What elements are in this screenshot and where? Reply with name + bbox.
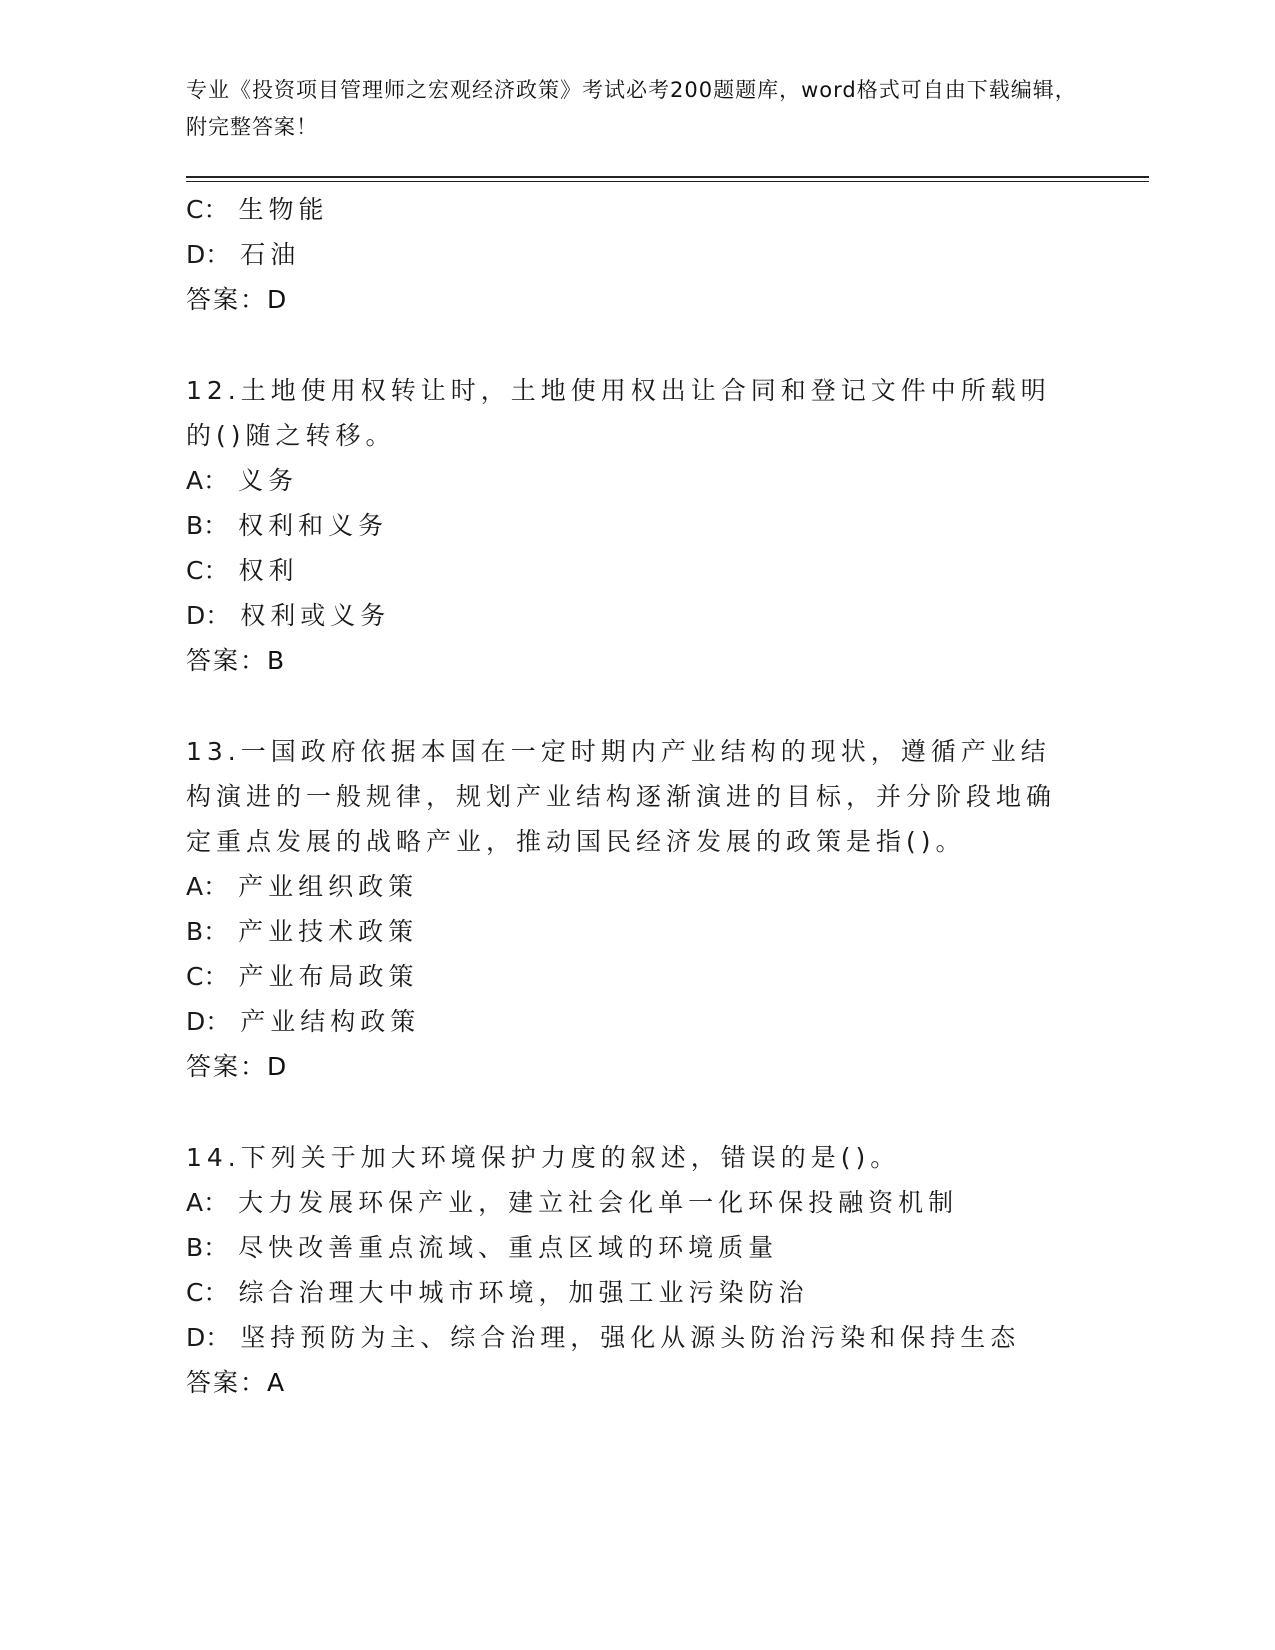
- option-d: D： 坚持预防为主、综合治理，强化从源头防治污染和保持生态: [186, 1323, 1021, 1352]
- option-b: B： 产业技术政策: [186, 917, 419, 946]
- option-c: C： 生物能: [186, 195, 329, 224]
- question-11-tail: [186, 187, 1086, 322]
- option-d: D： 产业结构政策: [186, 1007, 421, 1036]
- option-d: D： 权利或义务: [186, 601, 391, 630]
- header-rule-thick: [186, 176, 1149, 178]
- option-a: A： 产业组织政策: [186, 872, 419, 901]
- spacer: [186, 1089, 1086, 1135]
- question-stem: 13.一国政府依据本国在一定时期内产业结构的现状，遵循产业结构演进的一般规律，规划产业结构逐渐演进的目标，并分阶段地确定重点发展的战略产业，推动国民经济发展的政策是指()。: [186, 737, 1057, 856]
- option-b: B： 权利和义务: [186, 511, 389, 540]
- answer: 答案：D: [186, 285, 289, 314]
- option-d: D： 石油: [186, 240, 301, 269]
- option-c: C： 权利: [186, 556, 299, 585]
- question-13: [186, 729, 1086, 1089]
- question-14: [186, 1135, 1086, 1405]
- question-stem: 14.下列关于加大环境保护力度的叙述，错误的是()。: [186, 1143, 901, 1172]
- option-a: A： 义务: [186, 466, 299, 495]
- header-rule-thin: [186, 181, 1149, 182]
- option-a: A： 大力发展环保产业，建立社会化单一化环保投融资机制: [186, 1188, 959, 1217]
- option-b: B： 尽快改善重点流域、重点区域的环境质量: [186, 1233, 779, 1262]
- spacer: [186, 322, 1086, 368]
- answer: 答案：D: [186, 1052, 289, 1081]
- option-c: C： 综合治理大中城市环境，加强工业污染防治: [186, 1278, 809, 1307]
- spacer: [186, 683, 1086, 729]
- document-header: 专业《投资项目管理师之宏观经济政策》考试必考200题题库，word格式可自由下载编辑，附完整答案！: [186, 78, 1077, 139]
- answer: 答案：B: [186, 646, 287, 675]
- document-body: [186, 187, 1086, 1405]
- answer: 答案：A: [186, 1368, 287, 1397]
- question-12: [186, 368, 1086, 683]
- question-stem: 12.土地使用权转让时，土地使用权出让合同和登记文件中所载明的()随之转移。: [186, 376, 1051, 450]
- option-c: C： 产业布局政策: [186, 962, 419, 991]
